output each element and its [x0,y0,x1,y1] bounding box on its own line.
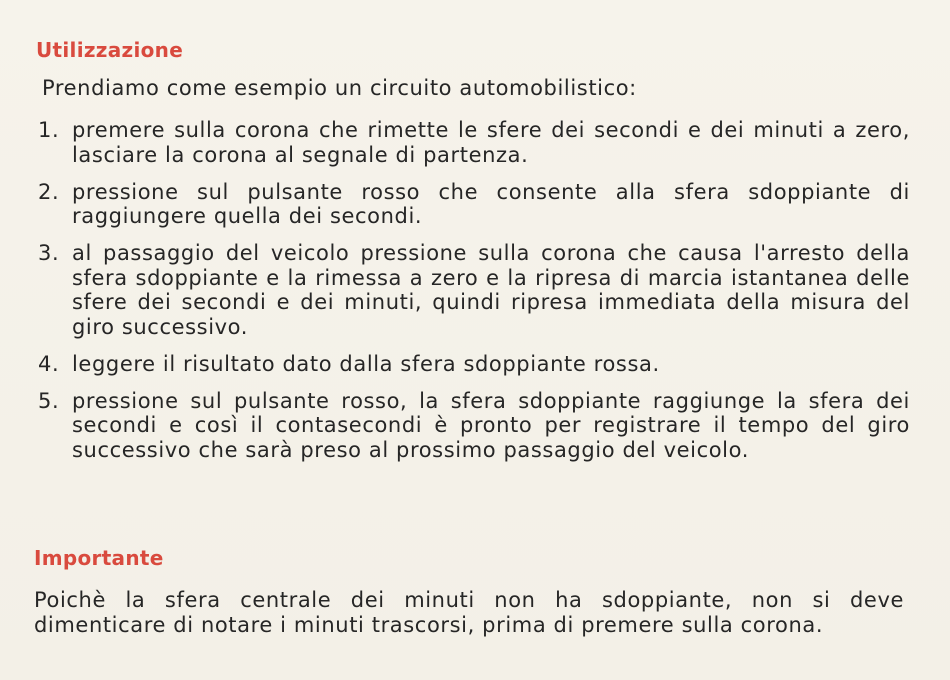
list-item [38,352,910,377]
list-item-text: al passaggio del veicolo pressione sulla corona che causa l'arresto della sfera sdoppiante e la rimessa a zero e la ripresa di marcia istantanea delle sfere dei secondi e dei minuti, quindi ripresa immediata della misura del giro successivo. [72,241,910,339]
list-item-number: 3. [38,241,60,265]
list-item-text: pressione sul pulsante rosso, la sfera sdoppiante raggiunge la sfera dei secondi e così il contasecondi è pronto per registrare il tempo del giro successivo che sarà preso al prossimo passaggio del veicolo. [72,388,910,462]
list-item-number: 4. [38,351,60,376]
important-note-text: Poichè la sfera centrale dei minuti non ha sdoppiante, non si deve dimenticare di notare i minuti trascorsi, prima di premere sulla corona. [34,588,904,637]
list-item-text: pressione sul pulsante rosso che consente alla sfera sdoppiante di raggiungere quella dei secondi. [72,179,910,228]
list-item-number: 1. [38,118,60,142]
section-title-importante: Importante [34,546,164,570]
list-item-text: premere sulla corona che rimette le sfere dei secondi e dei minuti a zero, lasciare la corona al segnale di partenza. [72,118,910,167]
list-item [38,389,910,463]
instruction-list [38,118,910,462]
list-item [38,180,910,229]
list-item-number: 5. [38,388,60,413]
list-item [38,118,910,167]
list-item [38,241,910,339]
intro-text: Prendiamo come esempio un circuito automobilistico: [42,76,637,100]
list-item-text: leggere il risultato dato dalla sfera sdoppiante rossa. [72,351,660,376]
section-title-utilizzazione: Utilizzazione [36,38,184,62]
list-item-number: 2. [38,179,60,204]
